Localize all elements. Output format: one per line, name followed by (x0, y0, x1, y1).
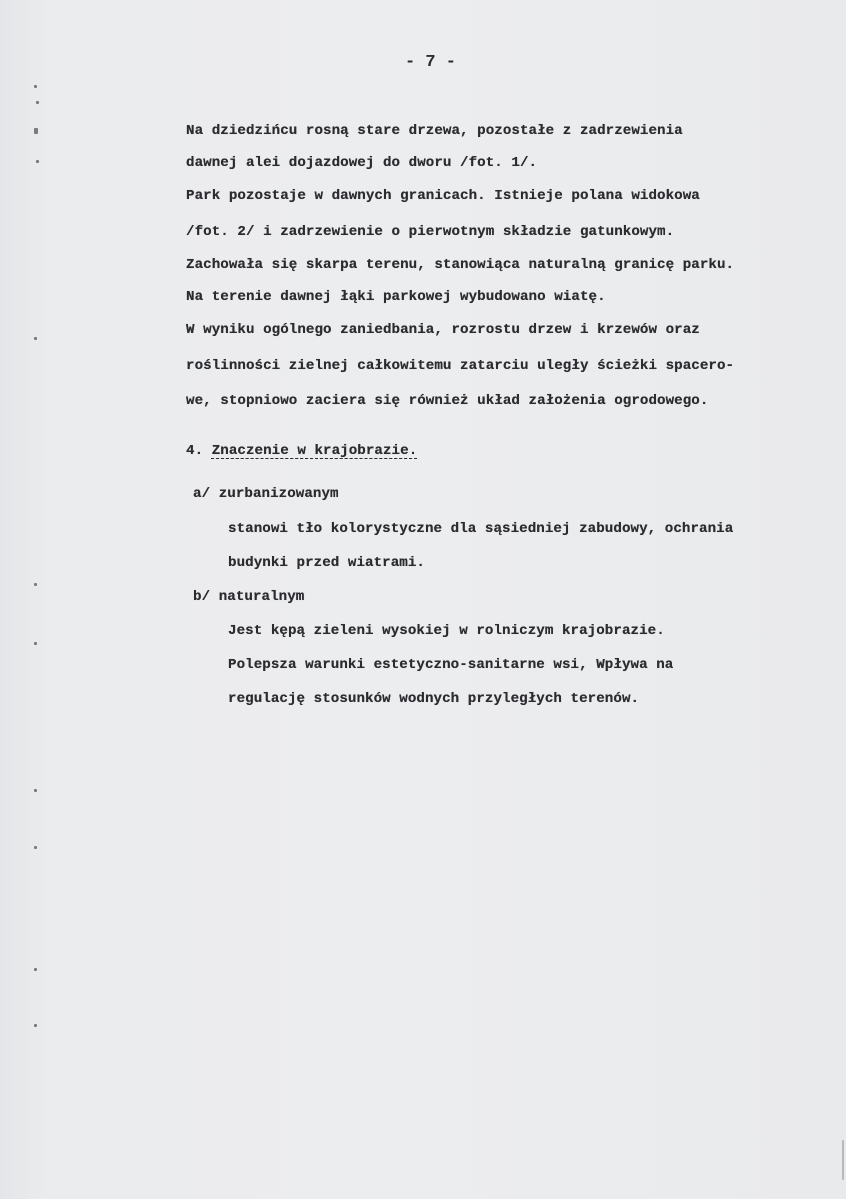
subsection-b-line: Jest kępą zieleni wysokiej w rolniczym krajobrazie. (228, 623, 665, 639)
margin-mark (34, 968, 37, 971)
margin-mark (36, 160, 39, 163)
margin-mark (34, 583, 37, 586)
paragraph-line: roślinności zielnej całkowitemu zatarciu uległy ścieżki spacero- (186, 358, 735, 374)
paragraph-line: /fot. 2/ i zadrzewienie o pierwotnym składzie gatunkowym. (186, 224, 675, 240)
margin-mark (36, 101, 39, 104)
margin-mark (34, 789, 37, 792)
margin-mark (34, 846, 37, 849)
subsection-a-line: budynki przed wiatrami. (228, 555, 425, 571)
section-number: 4. (186, 443, 204, 459)
section-heading (186, 444, 417, 458)
subsection-a-label: a/ zurbanizowanym (193, 486, 339, 502)
paragraph-line: Na terenie dawnej łąki parkowej wybudowano wiatę. (186, 289, 606, 305)
paragraph-line: dawnej alei dojazdowej do dworu /fot. 1/. (186, 155, 538, 171)
margin-mark (34, 128, 38, 134)
margin-mark (34, 337, 37, 340)
paragraph-line: W wyniku ogólnego zaniedbania, rozrostu drzew i krzewów oraz (186, 322, 700, 338)
subsection-b-line: Polepsza warunki estetyczno-sanitarne wsi, Wpływa na (228, 657, 674, 673)
section-title: Znaczenie w krajobrazie. (211, 443, 418, 459)
margin-mark (34, 1024, 37, 1027)
margin-mark (34, 85, 37, 88)
paragraph-line: Na dziedzińcu rosną stare drzewa, pozostałe z zadrzewienia (186, 123, 683, 139)
page-number: - 7 - (405, 53, 457, 72)
paragraph-line: we, stopniowo zaciera się również układ założenia ogrodowego. (186, 393, 709, 409)
subsection-a-line: stanowi tło kolorystyczne dla sąsiedniej zabudowy, ochrania (228, 521, 734, 537)
paragraph-line: Park pozostaje w dawnych granicach. Istnieje polana widokowa (186, 188, 700, 204)
margin-mark (842, 1140, 844, 1180)
margin-mark (34, 642, 37, 645)
paragraph-line: Zachowała się skarpa terenu, stanowiąca naturalną granicę parku. (186, 257, 735, 273)
subsection-b-label: b/ naturalnym (193, 589, 305, 605)
subsection-b-line: regulację stosunków wodnych przyległych terenów. (228, 691, 640, 707)
